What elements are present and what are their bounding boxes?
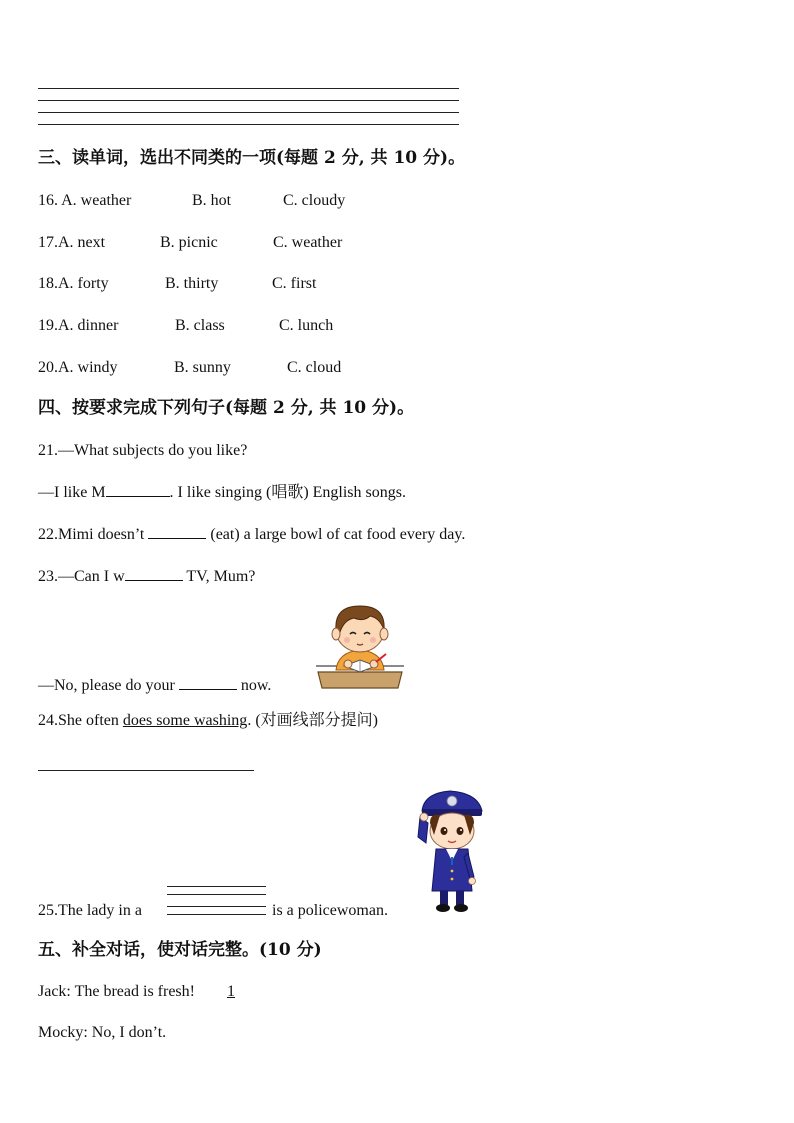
question-number: 18. [38, 275, 58, 292]
option-a: A. windy [58, 359, 118, 376]
spelling-line[interactable] [167, 906, 266, 907]
q16 [38, 191, 131, 211]
question-text: —Can I w [58, 568, 125, 585]
q19 [38, 316, 118, 336]
question-text: —What subjects do you like? [58, 442, 248, 459]
dialogue-text: Jack: The bread is fresh! [38, 983, 199, 1000]
q20-option-b: B. sunny [174, 359, 231, 376]
option-a: A. next [58, 234, 106, 251]
question-text: The lady in a [58, 902, 142, 919]
question-number: 20. [38, 359, 58, 376]
option-a: A. dinner [58, 317, 119, 334]
q17-option-b: B. picnic [160, 234, 218, 251]
question-number: 19. [38, 317, 58, 334]
answer-line [38, 112, 459, 113]
fill-blank[interactable] [125, 566, 183, 581]
fill-blank[interactable] [106, 482, 170, 497]
question-text: TV, Mum? [182, 568, 256, 585]
q25 [38, 901, 142, 921]
blank-number: 1 [226, 983, 235, 1000]
dialogue-line-2: Mocky: No, I don’t. [38, 1024, 167, 1041]
q16-option-c: C. cloudy [283, 192, 346, 209]
q21-question [38, 441, 247, 461]
question-text: (eat) a large bowl of cat food every day. [206, 526, 466, 543]
spelling-line[interactable] [167, 894, 266, 895]
fill-blank[interactable] [179, 675, 237, 690]
answer-text: —No, please do your [38, 677, 179, 694]
q22 [38, 524, 465, 545]
section3-heading: 三、读单词，选出不同类的一项(每题 2 分, 共 10 分)。 [38, 148, 466, 168]
question-number: 21. [38, 442, 58, 459]
question-number: 25. [38, 902, 58, 919]
q25-ending: is a policewoman. [272, 902, 388, 919]
question-number: 17. [38, 234, 58, 251]
option-a: A. weather [61, 192, 132, 209]
answer-line [38, 88, 459, 89]
q17-option-c: C. weather [273, 234, 343, 251]
q24 [38, 711, 378, 731]
question-number: 24. [38, 712, 58, 729]
q19-option-c: C. lunch [279, 317, 334, 334]
boy-doing-homework-illustration [314, 600, 406, 692]
dialogue-line-1 [38, 982, 263, 1002]
answer-text: —I like M [38, 484, 106, 501]
question-text: Mimi doesn’t [58, 526, 149, 543]
section4-heading: 四、按要求完成下列句子(每题 2 分, 共 10 分)。 [38, 398, 415, 418]
answer-line[interactable] [38, 770, 254, 771]
question-instruction: . (对画线部分提问) [247, 712, 378, 729]
section5-heading: 五、补全对话，使对话完整。(10 分) [38, 940, 322, 960]
answer-text: now. [236, 677, 272, 694]
spelling-line[interactable] [167, 886, 266, 887]
q21-answer [38, 482, 406, 503]
q23 [38, 566, 255, 587]
question-number: 23. [38, 568, 58, 585]
fill-blank[interactable] [148, 524, 206, 539]
q18 [38, 274, 109, 294]
underlined-phrase: does some washing [122, 712, 248, 729]
policewoman-illustration [412, 787, 488, 917]
q18-option-b: B. thirty [165, 275, 219, 292]
q23-answer [38, 675, 271, 696]
spelling-line[interactable] [167, 914, 266, 915]
fill-blank[interactable] [199, 982, 263, 1002]
q19-option-b: B. class [175, 317, 225, 334]
question-number: 16. [38, 192, 58, 209]
question-number: 22. [38, 526, 58, 543]
q20-option-c: C. cloud [287, 359, 342, 376]
option-a: A. forty [58, 275, 109, 292]
answer-text: . I like singing (唱歌) English songs. [169, 484, 406, 501]
q18-option-c: C. first [272, 275, 317, 292]
q16-option-b: B. hot [192, 192, 232, 209]
question-text: She often [58, 712, 123, 729]
q17 [38, 233, 105, 253]
answer-line [38, 124, 459, 125]
q20 [38, 358, 118, 378]
answer-line [38, 100, 459, 101]
